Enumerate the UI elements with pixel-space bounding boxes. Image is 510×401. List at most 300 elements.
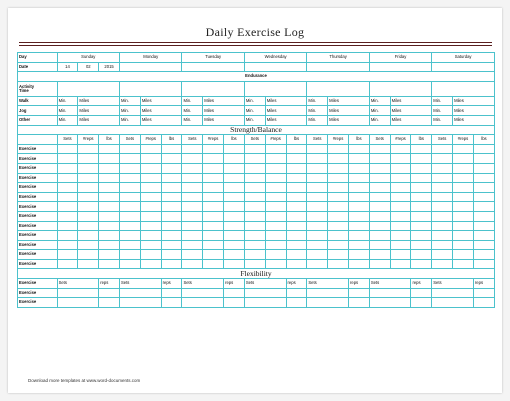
strength-entry[interactable]	[411, 173, 432, 183]
strength-entry[interactable]	[390, 221, 411, 231]
strength-entry[interactable]	[348, 250, 369, 260]
strength-entry[interactable]	[432, 250, 453, 260]
miles-field[interactable]: Miles	[140, 115, 182, 125]
strength-entry[interactable]	[182, 163, 203, 173]
strength-entry[interactable]	[411, 211, 432, 221]
strength-entry[interactable]	[369, 211, 390, 221]
strength-entry[interactable]	[307, 231, 328, 241]
flex-sets[interactable]	[369, 298, 411, 308]
strength-entry[interactable]	[411, 231, 432, 241]
strength-entry[interactable]	[286, 259, 307, 269]
min-field[interactable]: Min.	[182, 115, 203, 125]
strength-entry[interactable]	[328, 240, 349, 250]
flex-reps[interactable]: reps	[161, 279, 182, 289]
strength-entry[interactable]	[120, 211, 141, 221]
strength-entry[interactable]	[307, 163, 328, 173]
strength-entry[interactable]	[307, 183, 328, 193]
date-cell[interactable]	[307, 62, 369, 72]
strength-entry[interactable]	[161, 221, 182, 231]
strength-entry[interactable]	[390, 144, 411, 154]
flex-reps[interactable]	[161, 298, 182, 308]
strength-entry[interactable]	[328, 163, 349, 173]
strength-entry[interactable]	[78, 192, 99, 202]
miles-field[interactable]: Miles	[78, 115, 120, 125]
strength-entry[interactable]	[328, 202, 349, 212]
strength-entry[interactable]	[161, 211, 182, 221]
strength-entry[interactable]	[411, 183, 432, 193]
strength-entry[interactable]	[328, 250, 349, 260]
flex-reps[interactable]	[473, 288, 494, 298]
strength-entry[interactable]	[473, 144, 494, 154]
strength-entry[interactable]	[432, 144, 453, 154]
strength-entry[interactable]	[328, 211, 349, 221]
flex-sets[interactable]	[432, 288, 474, 298]
strength-entry[interactable]	[99, 192, 120, 202]
strength-entry[interactable]	[78, 173, 99, 183]
strength-entry[interactable]	[161, 250, 182, 260]
strength-entry[interactable]	[307, 250, 328, 260]
flex-sets[interactable]	[244, 288, 286, 298]
miles-field[interactable]: Miles	[203, 96, 245, 106]
flex-reps[interactable]: reps	[224, 279, 245, 289]
strength-entry[interactable]	[369, 144, 390, 154]
date-month[interactable]: 14	[57, 62, 78, 72]
strength-entry[interactable]	[140, 144, 161, 154]
miles-field[interactable]: Miles	[390, 106, 432, 116]
miles-field[interactable]: Miles	[328, 106, 370, 116]
strength-entry[interactable]	[369, 163, 390, 173]
strength-entry[interactable]	[411, 144, 432, 154]
strength-entry[interactable]	[244, 231, 265, 241]
strength-entry[interactable]	[99, 211, 120, 221]
strength-entry[interactable]	[120, 183, 141, 193]
strength-entry[interactable]	[57, 163, 78, 173]
strength-entry[interactable]	[453, 211, 474, 221]
strength-entry[interactable]	[473, 163, 494, 173]
strength-entry[interactable]	[224, 221, 245, 231]
strength-entry[interactable]	[411, 240, 432, 250]
date-day[interactable]: 02	[78, 62, 99, 72]
strength-entry[interactable]	[182, 192, 203, 202]
strength-entry[interactable]	[453, 231, 474, 241]
strength-entry[interactable]	[161, 259, 182, 269]
strength-entry[interactable]	[203, 192, 224, 202]
strength-entry[interactable]	[432, 163, 453, 173]
strength-entry[interactable]	[453, 202, 474, 212]
flex-sets[interactable]: Sets	[120, 279, 162, 289]
strength-entry[interactable]	[140, 240, 161, 250]
strength-entry[interactable]	[411, 192, 432, 202]
strength-entry[interactable]	[369, 154, 390, 164]
miles-field[interactable]: Miles	[140, 96, 182, 106]
strength-entry[interactable]	[369, 240, 390, 250]
strength-entry[interactable]	[120, 240, 141, 250]
strength-entry[interactable]	[120, 144, 141, 154]
strength-entry[interactable]	[328, 154, 349, 164]
strength-entry[interactable]	[473, 192, 494, 202]
strength-entry[interactable]	[78, 183, 99, 193]
strength-entry[interactable]	[224, 144, 245, 154]
strength-entry[interactable]	[286, 211, 307, 221]
miles-field[interactable]: Miles	[453, 115, 495, 125]
strength-entry[interactable]	[161, 202, 182, 212]
date-cell[interactable]	[182, 62, 244, 72]
strength-entry[interactable]	[453, 183, 474, 193]
strength-entry[interactable]	[244, 163, 265, 173]
strength-entry[interactable]	[265, 154, 286, 164]
miles-field[interactable]: Miles	[265, 115, 307, 125]
strength-entry[interactable]	[182, 183, 203, 193]
miles-field[interactable]: Miles	[390, 96, 432, 106]
strength-entry[interactable]	[307, 192, 328, 202]
flex-reps[interactable]	[473, 298, 494, 308]
miles-field[interactable]: Miles	[328, 96, 370, 106]
strength-entry[interactable]	[140, 250, 161, 260]
strength-entry[interactable]	[348, 240, 369, 250]
strength-entry[interactable]	[348, 183, 369, 193]
date-cell[interactable]	[369, 62, 431, 72]
strength-entry[interactable]	[286, 240, 307, 250]
flex-sets[interactable]	[432, 298, 474, 308]
strength-entry[interactable]	[182, 211, 203, 221]
flex-reps[interactable]	[348, 298, 369, 308]
strength-entry[interactable]	[244, 154, 265, 164]
strength-entry[interactable]	[432, 202, 453, 212]
strength-entry[interactable]	[411, 202, 432, 212]
min-field[interactable]: Min.	[432, 106, 453, 116]
flex-sets[interactable]	[57, 298, 99, 308]
strength-entry[interactable]	[57, 211, 78, 221]
strength-entry[interactable]	[369, 173, 390, 183]
activity-time-cell[interactable]	[307, 81, 369, 96]
strength-entry[interactable]	[411, 154, 432, 164]
strength-entry[interactable]	[57, 192, 78, 202]
strength-entry[interactable]	[57, 202, 78, 212]
strength-entry[interactable]	[244, 173, 265, 183]
strength-entry[interactable]	[369, 231, 390, 241]
strength-entry[interactable]	[411, 259, 432, 269]
strength-entry[interactable]	[161, 173, 182, 183]
strength-entry[interactable]	[328, 231, 349, 241]
strength-entry[interactable]	[99, 144, 120, 154]
strength-entry[interactable]	[307, 259, 328, 269]
strength-entry[interactable]	[224, 192, 245, 202]
activity-time-cell[interactable]	[244, 81, 306, 96]
min-field[interactable]: Min.	[369, 115, 390, 125]
strength-entry[interactable]	[286, 144, 307, 154]
strength-entry[interactable]	[432, 240, 453, 250]
strength-entry[interactable]	[432, 183, 453, 193]
strength-entry[interactable]	[286, 192, 307, 202]
strength-entry[interactable]	[390, 183, 411, 193]
strength-entry[interactable]	[369, 221, 390, 231]
strength-entry[interactable]	[265, 211, 286, 221]
strength-entry[interactable]	[224, 183, 245, 193]
strength-entry[interactable]	[286, 202, 307, 212]
strength-entry[interactable]	[57, 259, 78, 269]
miles-field[interactable]: Miles	[203, 115, 245, 125]
strength-entry[interactable]	[265, 173, 286, 183]
strength-entry[interactable]	[99, 240, 120, 250]
strength-entry[interactable]	[307, 202, 328, 212]
flex-sets[interactable]	[57, 288, 99, 298]
flex-reps[interactable]	[286, 288, 307, 298]
flex-reps[interactable]	[411, 288, 432, 298]
activity-time-cell[interactable]	[57, 81, 119, 96]
strength-entry[interactable]	[182, 202, 203, 212]
strength-entry[interactable]	[265, 183, 286, 193]
strength-entry[interactable]	[203, 183, 224, 193]
flex-sets[interactable]: Sets	[307, 279, 349, 289]
strength-entry[interactable]	[453, 221, 474, 231]
flex-reps[interactable]	[161, 288, 182, 298]
strength-entry[interactable]	[244, 192, 265, 202]
min-field[interactable]: Min.	[244, 115, 265, 125]
flex-sets[interactable]: Sets	[432, 279, 474, 289]
strength-entry[interactable]	[348, 163, 369, 173]
strength-entry[interactable]	[99, 250, 120, 260]
flex-sets[interactable]: Sets	[182, 279, 224, 289]
strength-entry[interactable]	[265, 221, 286, 231]
strength-entry[interactable]	[244, 240, 265, 250]
strength-entry[interactable]	[99, 259, 120, 269]
strength-entry[interactable]	[120, 259, 141, 269]
activity-time-cell[interactable]	[120, 81, 182, 96]
flex-sets[interactable]	[244, 298, 286, 308]
strength-entry[interactable]	[140, 154, 161, 164]
strength-entry[interactable]	[473, 154, 494, 164]
strength-entry[interactable]	[99, 154, 120, 164]
strength-entry[interactable]	[140, 173, 161, 183]
strength-entry[interactable]	[120, 250, 141, 260]
flex-reps[interactable]	[99, 288, 120, 298]
min-field[interactable]: Min.	[120, 96, 141, 106]
strength-entry[interactable]	[224, 231, 245, 241]
flex-reps[interactable]	[99, 298, 120, 308]
activity-time-cell[interactable]	[369, 81, 431, 96]
strength-entry[interactable]	[453, 240, 474, 250]
strength-entry[interactable]	[78, 221, 99, 231]
strength-entry[interactable]	[203, 231, 224, 241]
miles-field[interactable]: Miles	[328, 115, 370, 125]
miles-field[interactable]: Miles	[203, 106, 245, 116]
strength-entry[interactable]	[120, 231, 141, 241]
strength-entry[interactable]	[473, 183, 494, 193]
strength-entry[interactable]	[57, 144, 78, 154]
miles-field[interactable]: Miles	[78, 96, 120, 106]
min-field[interactable]: Min.	[57, 96, 78, 106]
strength-entry[interactable]	[99, 163, 120, 173]
activity-time-cell[interactable]	[182, 81, 244, 96]
strength-entry[interactable]	[182, 144, 203, 154]
strength-entry[interactable]	[453, 144, 474, 154]
strength-entry[interactable]	[473, 173, 494, 183]
strength-entry[interactable]	[286, 154, 307, 164]
strength-entry[interactable]	[99, 231, 120, 241]
strength-entry[interactable]	[244, 183, 265, 193]
min-field[interactable]: Min.	[307, 106, 328, 116]
flex-sets[interactable]: Sets	[369, 279, 411, 289]
strength-entry[interactable]	[390, 192, 411, 202]
strength-entry[interactable]	[265, 144, 286, 154]
strength-entry[interactable]	[328, 192, 349, 202]
strength-entry[interactable]	[265, 192, 286, 202]
strength-entry[interactable]	[244, 144, 265, 154]
strength-entry[interactable]	[203, 240, 224, 250]
flex-reps[interactable]: reps	[411, 279, 432, 289]
strength-entry[interactable]	[244, 202, 265, 212]
strength-entry[interactable]	[203, 250, 224, 260]
strength-entry[interactable]	[328, 144, 349, 154]
strength-entry[interactable]	[224, 163, 245, 173]
miles-field[interactable]: Miles	[265, 106, 307, 116]
flex-reps[interactable]	[411, 298, 432, 308]
strength-entry[interactable]	[120, 202, 141, 212]
strength-entry[interactable]	[78, 154, 99, 164]
strength-entry[interactable]	[161, 240, 182, 250]
strength-entry[interactable]	[140, 231, 161, 241]
strength-entry[interactable]	[99, 202, 120, 212]
strength-entry[interactable]	[203, 144, 224, 154]
strength-entry[interactable]	[411, 221, 432, 231]
flex-reps[interactable]: reps	[99, 279, 120, 289]
strength-entry[interactable]	[348, 221, 369, 231]
strength-entry[interactable]	[473, 211, 494, 221]
min-field[interactable]: Min.	[120, 106, 141, 116]
date-year[interactable]: 2015	[99, 62, 120, 72]
strength-entry[interactable]	[78, 211, 99, 221]
miles-field[interactable]: Miles	[453, 106, 495, 116]
strength-entry[interactable]	[390, 250, 411, 260]
strength-entry[interactable]	[286, 173, 307, 183]
flex-reps[interactable]	[348, 288, 369, 298]
strength-entry[interactable]	[286, 163, 307, 173]
strength-entry[interactable]	[286, 183, 307, 193]
strength-entry[interactable]	[78, 202, 99, 212]
flex-sets[interactable]	[120, 288, 162, 298]
strength-entry[interactable]	[140, 221, 161, 231]
strength-entry[interactable]	[453, 192, 474, 202]
strength-entry[interactable]	[390, 173, 411, 183]
date-cell[interactable]	[120, 62, 182, 72]
strength-entry[interactable]	[286, 231, 307, 241]
min-field[interactable]: Min.	[307, 115, 328, 125]
miles-field[interactable]: Miles	[390, 115, 432, 125]
flex-sets[interactable]	[369, 288, 411, 298]
strength-entry[interactable]	[453, 250, 474, 260]
strength-entry[interactable]	[57, 154, 78, 164]
strength-entry[interactable]	[120, 173, 141, 183]
strength-entry[interactable]	[57, 231, 78, 241]
strength-entry[interactable]	[140, 183, 161, 193]
flex-reps[interactable]: reps	[286, 279, 307, 289]
strength-entry[interactable]	[120, 154, 141, 164]
strength-entry[interactable]	[307, 173, 328, 183]
strength-entry[interactable]	[161, 154, 182, 164]
strength-entry[interactable]	[432, 231, 453, 241]
strength-entry[interactable]	[432, 173, 453, 183]
flex-sets[interactable]	[120, 298, 162, 308]
strength-entry[interactable]	[432, 211, 453, 221]
strength-entry[interactable]	[203, 173, 224, 183]
strength-entry[interactable]	[432, 259, 453, 269]
strength-entry[interactable]	[57, 183, 78, 193]
strength-entry[interactable]	[390, 259, 411, 269]
flex-reps[interactable]: reps	[473, 279, 494, 289]
strength-entry[interactable]	[369, 202, 390, 212]
strength-entry[interactable]	[182, 250, 203, 260]
strength-entry[interactable]	[473, 250, 494, 260]
strength-entry[interactable]	[390, 154, 411, 164]
strength-entry[interactable]	[182, 173, 203, 183]
flex-sets[interactable]	[182, 288, 224, 298]
strength-entry[interactable]	[244, 250, 265, 260]
strength-entry[interactable]	[78, 163, 99, 173]
strength-entry[interactable]	[182, 221, 203, 231]
strength-entry[interactable]	[369, 183, 390, 193]
strength-entry[interactable]	[161, 144, 182, 154]
strength-entry[interactable]	[453, 259, 474, 269]
strength-entry[interactable]	[161, 163, 182, 173]
strength-entry[interactable]	[473, 231, 494, 241]
strength-entry[interactable]	[286, 250, 307, 260]
strength-entry[interactable]	[224, 173, 245, 183]
strength-entry[interactable]	[140, 259, 161, 269]
flex-sets[interactable]	[182, 298, 224, 308]
strength-entry[interactable]	[390, 240, 411, 250]
strength-entry[interactable]	[307, 221, 328, 231]
strength-entry[interactable]	[369, 259, 390, 269]
strength-entry[interactable]	[161, 231, 182, 241]
date-cell[interactable]	[432, 62, 495, 72]
strength-entry[interactable]	[120, 221, 141, 231]
strength-entry[interactable]	[307, 211, 328, 221]
strength-entry[interactable]	[203, 154, 224, 164]
flex-reps[interactable]	[286, 298, 307, 308]
strength-entry[interactable]	[473, 221, 494, 231]
flex-sets[interactable]: Sets	[244, 279, 286, 289]
strength-entry[interactable]	[265, 163, 286, 173]
activity-time-cell[interactable]	[432, 81, 495, 96]
strength-entry[interactable]	[203, 259, 224, 269]
flex-reps[interactable]	[224, 298, 245, 308]
strength-entry[interactable]	[348, 211, 369, 221]
min-field[interactable]: Min.	[369, 106, 390, 116]
strength-entry[interactable]	[224, 259, 245, 269]
strength-entry[interactable]	[348, 144, 369, 154]
strength-entry[interactable]	[453, 173, 474, 183]
strength-entry[interactable]	[265, 250, 286, 260]
strength-entry[interactable]	[203, 211, 224, 221]
strength-entry[interactable]	[390, 202, 411, 212]
strength-entry[interactable]	[348, 231, 369, 241]
strength-entry[interactable]	[203, 221, 224, 231]
strength-entry[interactable]	[57, 250, 78, 260]
strength-entry[interactable]	[473, 259, 494, 269]
strength-entry[interactable]	[411, 250, 432, 260]
strength-entry[interactable]	[224, 154, 245, 164]
strength-entry[interactable]	[224, 250, 245, 260]
date-cell[interactable]	[244, 62, 306, 72]
min-field[interactable]: Min.	[120, 115, 141, 125]
strength-entry[interactable]	[224, 211, 245, 221]
miles-field[interactable]: Miles	[453, 96, 495, 106]
strength-entry[interactable]	[57, 240, 78, 250]
strength-entry[interactable]	[328, 259, 349, 269]
strength-entry[interactable]	[265, 231, 286, 241]
strength-entry[interactable]	[307, 154, 328, 164]
strength-entry[interactable]	[78, 259, 99, 269]
